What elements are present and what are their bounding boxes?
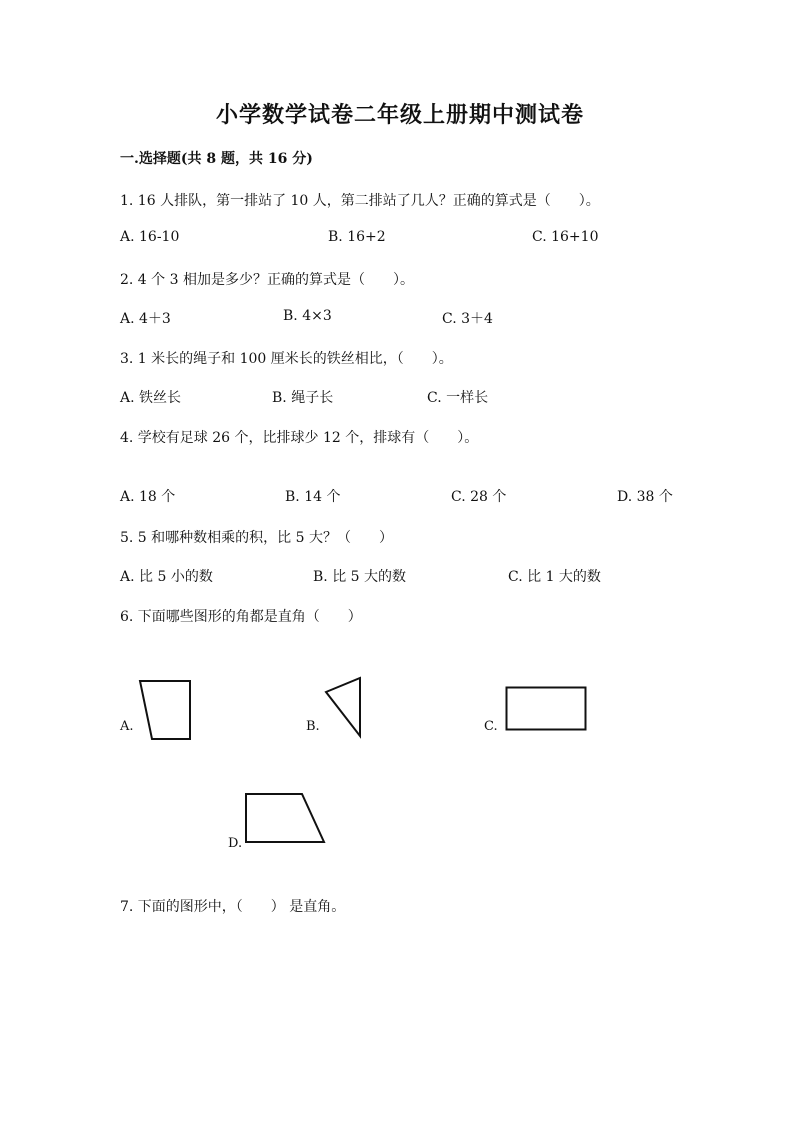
question-3-option-c: C. 一样长 <box>427 390 489 406</box>
question-1-option-a: A. 16-10 <box>120 229 180 245</box>
question-3-text: 3. 1 米长的绳子和 100 厘米长的铁丝相比，（ ）。 <box>120 351 453 367</box>
question-2-option-c: C. 3＋4 <box>442 311 493 327</box>
question-1-text: 1. 16 人排队，第一排站了 10 人，第二排站了几人？正确的算式是（ ）。 <box>120 193 600 209</box>
question-1-option-c: C. 16+10 <box>532 229 599 245</box>
question-3-option-a: A. 铁丝长 <box>120 390 182 406</box>
question-4-option-c: C. 28 个 <box>451 489 507 505</box>
question-2-text: 2. 4 个 3 相加是多少？正确的算式是（ ）。 <box>120 272 414 288</box>
section-heading: 一.选择题(共 8 题，共 16 分) <box>120 151 313 167</box>
question-4-option-b: B. 14 个 <box>285 489 341 505</box>
question-4-text: 4. 学校有足球 26 个，比排球少 12 个，排球有（ ）。 <box>120 430 479 446</box>
question-6-option-a-label: A. <box>120 719 134 734</box>
question-4-option-a: A. 18 个 <box>120 489 176 505</box>
question-6-option-b-label: B. <box>306 719 320 734</box>
question-2-option-a: A. 4＋3 <box>120 311 171 327</box>
question-6-text: 6. 下面哪些图形的角都是直角（ ） <box>120 609 362 625</box>
question-7-text: 7. 下面的图形中，（ ） 是直角。 <box>120 899 346 915</box>
question-1-option-b: B. 16+2 <box>328 229 386 245</box>
question-4-option-d: D. 38 个 <box>617 489 673 505</box>
question-3-option-b: B. 绳子长 <box>272 390 334 406</box>
trapezoid-d-figure <box>244 792 328 846</box>
page-title: 小学数学试卷二年级上册期中测试卷 <box>215 102 584 128</box>
question-2-option-b: B. 4×3 <box>283 308 332 324</box>
question-6-option-c-label: C. <box>484 719 498 734</box>
question-5-option-b: B. 比 5 大的数 <box>313 569 406 585</box>
question-5-text: 5. 5 和哪种数相乘的积，比 5 大？（ ） <box>120 530 393 546</box>
triangle-b-figure <box>322 676 366 740</box>
quadrilateral-a-figure <box>138 678 194 744</box>
question-6-option-d-label: D. <box>228 836 243 851</box>
rectangle-c-figure <box>505 686 589 734</box>
question-5-option-a: A. 比 5 小的数 <box>120 569 213 585</box>
question-5-option-c: C. 比 1 大的数 <box>508 569 601 585</box>
